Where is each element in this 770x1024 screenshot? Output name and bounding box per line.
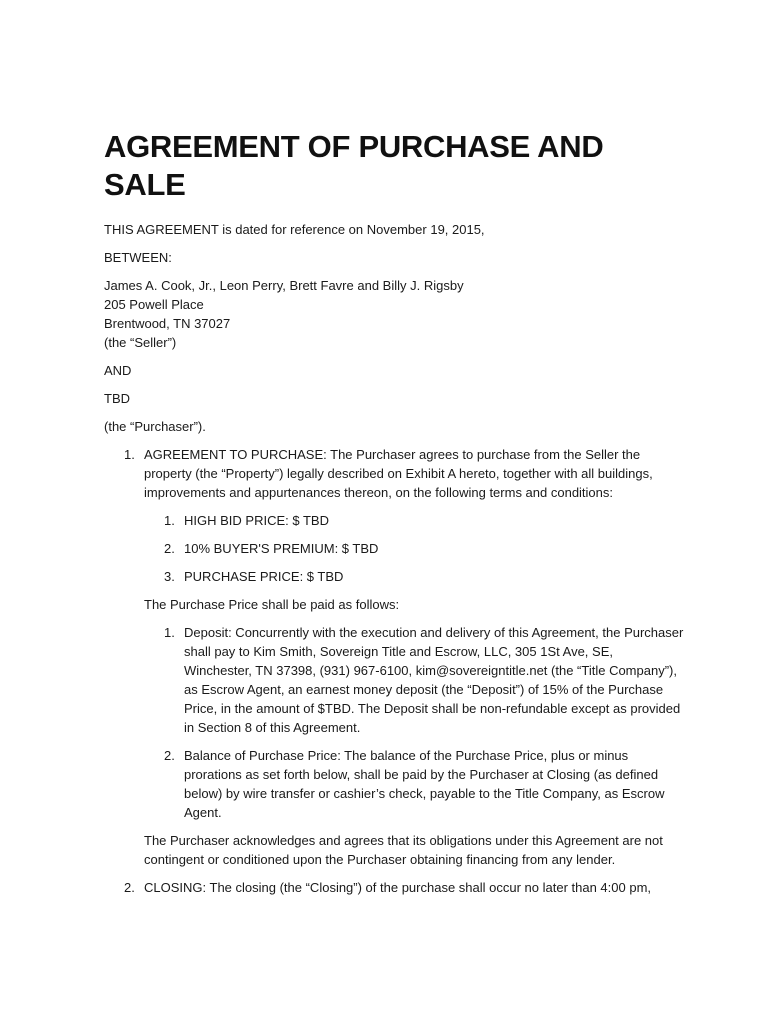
- list-item: [144, 567, 684, 586]
- item-number: 1.: [164, 513, 175, 528]
- item-number: 2.: [164, 541, 175, 556]
- item-number: 2.: [164, 748, 175, 763]
- list-item: [144, 746, 684, 822]
- list-item: [144, 511, 684, 530]
- section-closing: [104, 878, 684, 897]
- section-text: CLOSING: The closing (the “Closing”) of the purchase shall occur no later than 4:00 pm,: [144, 880, 652, 895]
- section-number: 2.: [124, 880, 135, 895]
- seller-names: James A. Cook, Jr., Leon Perry, Brett Favre and Billy J. Rigsby: [104, 278, 464, 293]
- paid-as-follows: The Purchase Price shall be paid as follows:: [144, 597, 400, 612]
- and-label: AND: [104, 363, 132, 378]
- item-number: 1.: [164, 625, 175, 640]
- price-items-list: [144, 511, 684, 586]
- list-item: [144, 539, 684, 558]
- deposit-clause: Deposit: Concurrently with the execution and delivery of this Agreement, the Purchaser shall pay to Kim Smith, Sovereign Title and Escrow, LLC, 305 1St Ave, SE, Winchester, TN 37398, (931) 967-6100, kim@sovereigntitle.net (the “Title Company”), as Escrow Agent, an earnest money deposit (the “Deposit”) of 15% of the Purchase Price, in the amount of $TBD. The Deposit shall be non-refundable except as provided in Section 8 of this Agreement.: [184, 625, 684, 735]
- buyers-premium: 10% BUYER'S PREMIUM: $ TBD: [184, 541, 379, 556]
- acknowledgement-paragraph: The Purchaser acknowledges and agrees that its obligations under this Agreement are not contingent or conditioned upon the Purchaser obtaining financing from any lender.: [144, 833, 663, 867]
- seller-label: (the “Seller”): [104, 335, 177, 350]
- between-label: BETWEEN:: [104, 250, 172, 265]
- list-item: [144, 623, 684, 737]
- seller-block: [104, 276, 684, 352]
- intro-paragraph: THIS AGREEMENT is dated for reference on November 19, 2015,: [104, 222, 485, 237]
- purchaser-name: TBD: [104, 391, 130, 406]
- item-number: 3.: [164, 569, 175, 584]
- payment-items-list: [144, 623, 684, 822]
- section-agreement-to-purchase: [104, 445, 684, 869]
- purchase-price: PURCHASE PRICE: $ TBD: [184, 569, 344, 584]
- document-title: AGREEMENT OF PURCHASE AND SALE: [104, 129, 604, 202]
- balance-clause: Balance of Purchase Price: The balance of the Purchase Price, plus or minus prorations as set forth below, shall be paid by the Purchaser at Closing (as defined below) by wire transfer or cashier’s check, payable to the Title Company, as Escrow Agent.: [184, 748, 665, 820]
- purchaser-label: (the “Purchaser”).: [104, 419, 206, 434]
- document-body: [104, 220, 684, 906]
- high-bid-price: HIGH BID PRICE: $ TBD: [184, 513, 329, 528]
- seller-city: Brentwood, TN 37027: [104, 316, 231, 331]
- sections-list: [104, 445, 684, 897]
- seller-street: 205 Powell Place: [104, 297, 204, 312]
- section-number: 1.: [124, 447, 135, 462]
- section-text: AGREEMENT TO PURCHASE: The Purchaser agrees to purchase from the Seller the property (the “Property”) legally described on Exhibit A hereto, together with all buildings, improvements and appurtenances thereon, on the following terms and conditions:: [144, 447, 653, 500]
